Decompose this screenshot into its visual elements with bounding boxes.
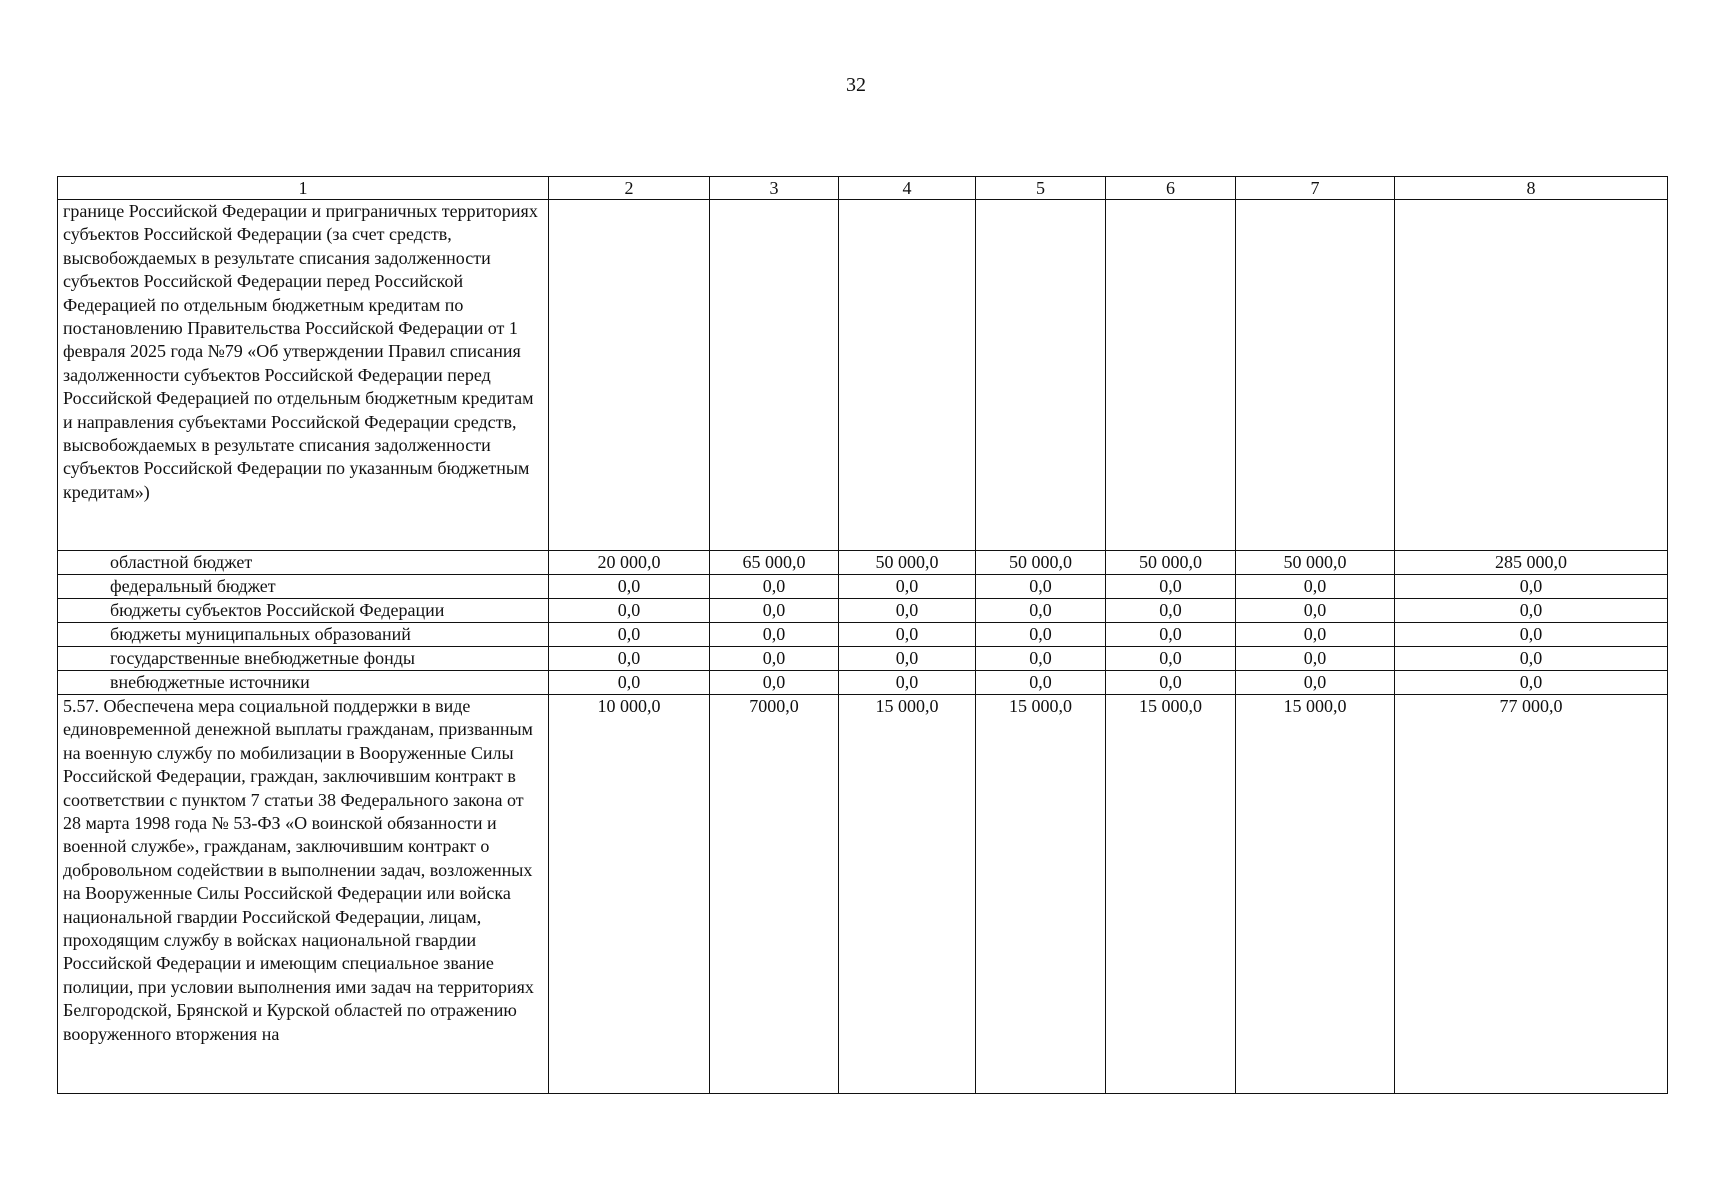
total-cell: 77 000,0 xyxy=(1395,695,1668,1094)
value-cell: 0,0 xyxy=(549,623,710,647)
funding-source-label: внебюджетные источники xyxy=(58,671,549,695)
empty-cell xyxy=(710,200,839,551)
value-cell: 0,0 xyxy=(1106,575,1236,599)
value-cell: 0,0 xyxy=(710,599,839,623)
column-number: 7 xyxy=(1236,177,1395,200)
value-cell: 20 000,0 xyxy=(549,551,710,575)
value-cell: 15 000,0 xyxy=(1106,695,1236,1094)
value-cell: 50 000,0 xyxy=(1236,551,1395,575)
value-cell: 0,0 xyxy=(1106,599,1236,623)
column-number: 6 xyxy=(1106,177,1236,200)
measure-description: границе Российской Федерации и приграничных территориях субъектов Российской Федерации (за счет средств, высвобождаемых в результате списания задолженности субъектов Российской Федерации перед Российской Федерацией по отдельным бюджетным кредитам по постановлению Правительства Российской Федерации от 1 февраля 2025 года №79 «Об утверждении Правил списания задолженности субъектов Российской Федерации перед Российской Федерацией по отдельным бюджетным кредитам и направления субъектами Российской Федерации средств, высвобождаемых в результате списания задолженности субъектов Российской Федерации по указанным бюджетным кредитам») xyxy=(58,200,549,551)
funding-source-label: бюджеты муниципальных образований xyxy=(58,623,549,647)
value-cell: 0,0 xyxy=(549,575,710,599)
value-cell: 0,0 xyxy=(976,623,1106,647)
value-cell: 0,0 xyxy=(549,671,710,695)
funding-source-row xyxy=(58,623,1668,647)
column-number: 8 xyxy=(1395,177,1668,200)
budget-table xyxy=(57,176,1668,1094)
column-number-row xyxy=(58,177,1668,200)
funding-source-row xyxy=(58,647,1668,671)
value-cell: 0,0 xyxy=(1236,671,1395,695)
value-cell: 0,0 xyxy=(1236,623,1395,647)
page-number: 32 xyxy=(846,74,866,96)
funding-source-label: государственные внебюджетные фонды xyxy=(58,647,549,671)
empty-cell xyxy=(976,200,1106,551)
value-cell: 0,0 xyxy=(839,671,976,695)
funding-source-row xyxy=(58,575,1668,599)
value-cell: 0,0 xyxy=(549,647,710,671)
value-cell: 0,0 xyxy=(1106,647,1236,671)
value-cell: 10 000,0 xyxy=(549,695,710,1094)
funding-source-label: областной бюджет xyxy=(58,551,549,575)
value-cell: 65 000,0 xyxy=(710,551,839,575)
column-number: 4 xyxy=(839,177,976,200)
value-cell: 15 000,0 xyxy=(839,695,976,1094)
value-cell: 0,0 xyxy=(710,647,839,671)
value-cell: 15 000,0 xyxy=(976,695,1106,1094)
empty-cell xyxy=(1236,200,1395,551)
value-cell: 0,0 xyxy=(839,575,976,599)
measure-row xyxy=(58,695,1668,1094)
measure-description-row xyxy=(58,200,1668,551)
funding-source-row xyxy=(58,671,1668,695)
empty-cell xyxy=(1106,200,1236,551)
column-number: 1 xyxy=(58,177,549,200)
column-number: 2 xyxy=(549,177,710,200)
value-cell: 0,0 xyxy=(839,599,976,623)
total-cell: 0,0 xyxy=(1395,623,1668,647)
empty-cell xyxy=(839,200,976,551)
total-cell: 0,0 xyxy=(1395,671,1668,695)
funding-source-row xyxy=(58,551,1668,575)
total-cell: 0,0 xyxy=(1395,575,1668,599)
value-cell: 0,0 xyxy=(976,647,1106,671)
value-cell: 0,0 xyxy=(1236,575,1395,599)
funding-source-row xyxy=(58,599,1668,623)
value-cell: 0,0 xyxy=(839,623,976,647)
value-cell: 0,0 xyxy=(839,647,976,671)
value-cell: 0,0 xyxy=(549,599,710,623)
empty-cell xyxy=(1395,200,1668,551)
column-number: 5 xyxy=(976,177,1106,200)
total-cell: 0,0 xyxy=(1395,647,1668,671)
total-cell: 0,0 xyxy=(1395,599,1668,623)
value-cell: 15 000,0 xyxy=(1236,695,1395,1094)
funding-source-label: федеральный бюджет xyxy=(58,575,549,599)
value-cell: 50 000,0 xyxy=(976,551,1106,575)
value-cell: 0,0 xyxy=(1236,599,1395,623)
value-cell: 0,0 xyxy=(976,575,1106,599)
funding-source-label: бюджеты субъектов Российской Федерации xyxy=(58,599,549,623)
total-cell: 285 000,0 xyxy=(1395,551,1668,575)
empty-cell xyxy=(549,200,710,551)
value-cell: 0,0 xyxy=(710,575,839,599)
value-cell: 7000,0 xyxy=(710,695,839,1094)
value-cell: 50 000,0 xyxy=(839,551,976,575)
column-number: 3 xyxy=(710,177,839,200)
measure-description: 5.57. Обеспечена мера социальной поддержки в виде единовременной денежной выплаты гражданам, призванным на военную службу по мобилизации в Вооруженные Силы Российской Федерации, граждан, заключившим контракт в соответствии с пунктом 7 статьи 38 Федерального закона от 28 марта 1998 года № 53-ФЗ «О воинской обязанности и военной службе», гражданам, заключившим контракт о добровольном содействии в выполнении задач, возложенных на Вооруженные Силы Российской Федерации или войска национальной гвардии Российской Федерации, лицам, проходящим службу в войсках национальной гвардии Российской Федерации и имеющим специальное звание полиции, при условии выполнения ими задач на территориях Белгородской, Брянской и Курской областей по отражению вооруженного вторжения на xyxy=(58,695,549,1094)
value-cell: 0,0 xyxy=(976,599,1106,623)
value-cell: 0,0 xyxy=(710,671,839,695)
value-cell: 0,0 xyxy=(976,671,1106,695)
value-cell: 0,0 xyxy=(710,623,839,647)
value-cell: 50 000,0 xyxy=(1106,551,1236,575)
value-cell: 0,0 xyxy=(1106,623,1236,647)
value-cell: 0,0 xyxy=(1236,647,1395,671)
value-cell: 0,0 xyxy=(1106,671,1236,695)
